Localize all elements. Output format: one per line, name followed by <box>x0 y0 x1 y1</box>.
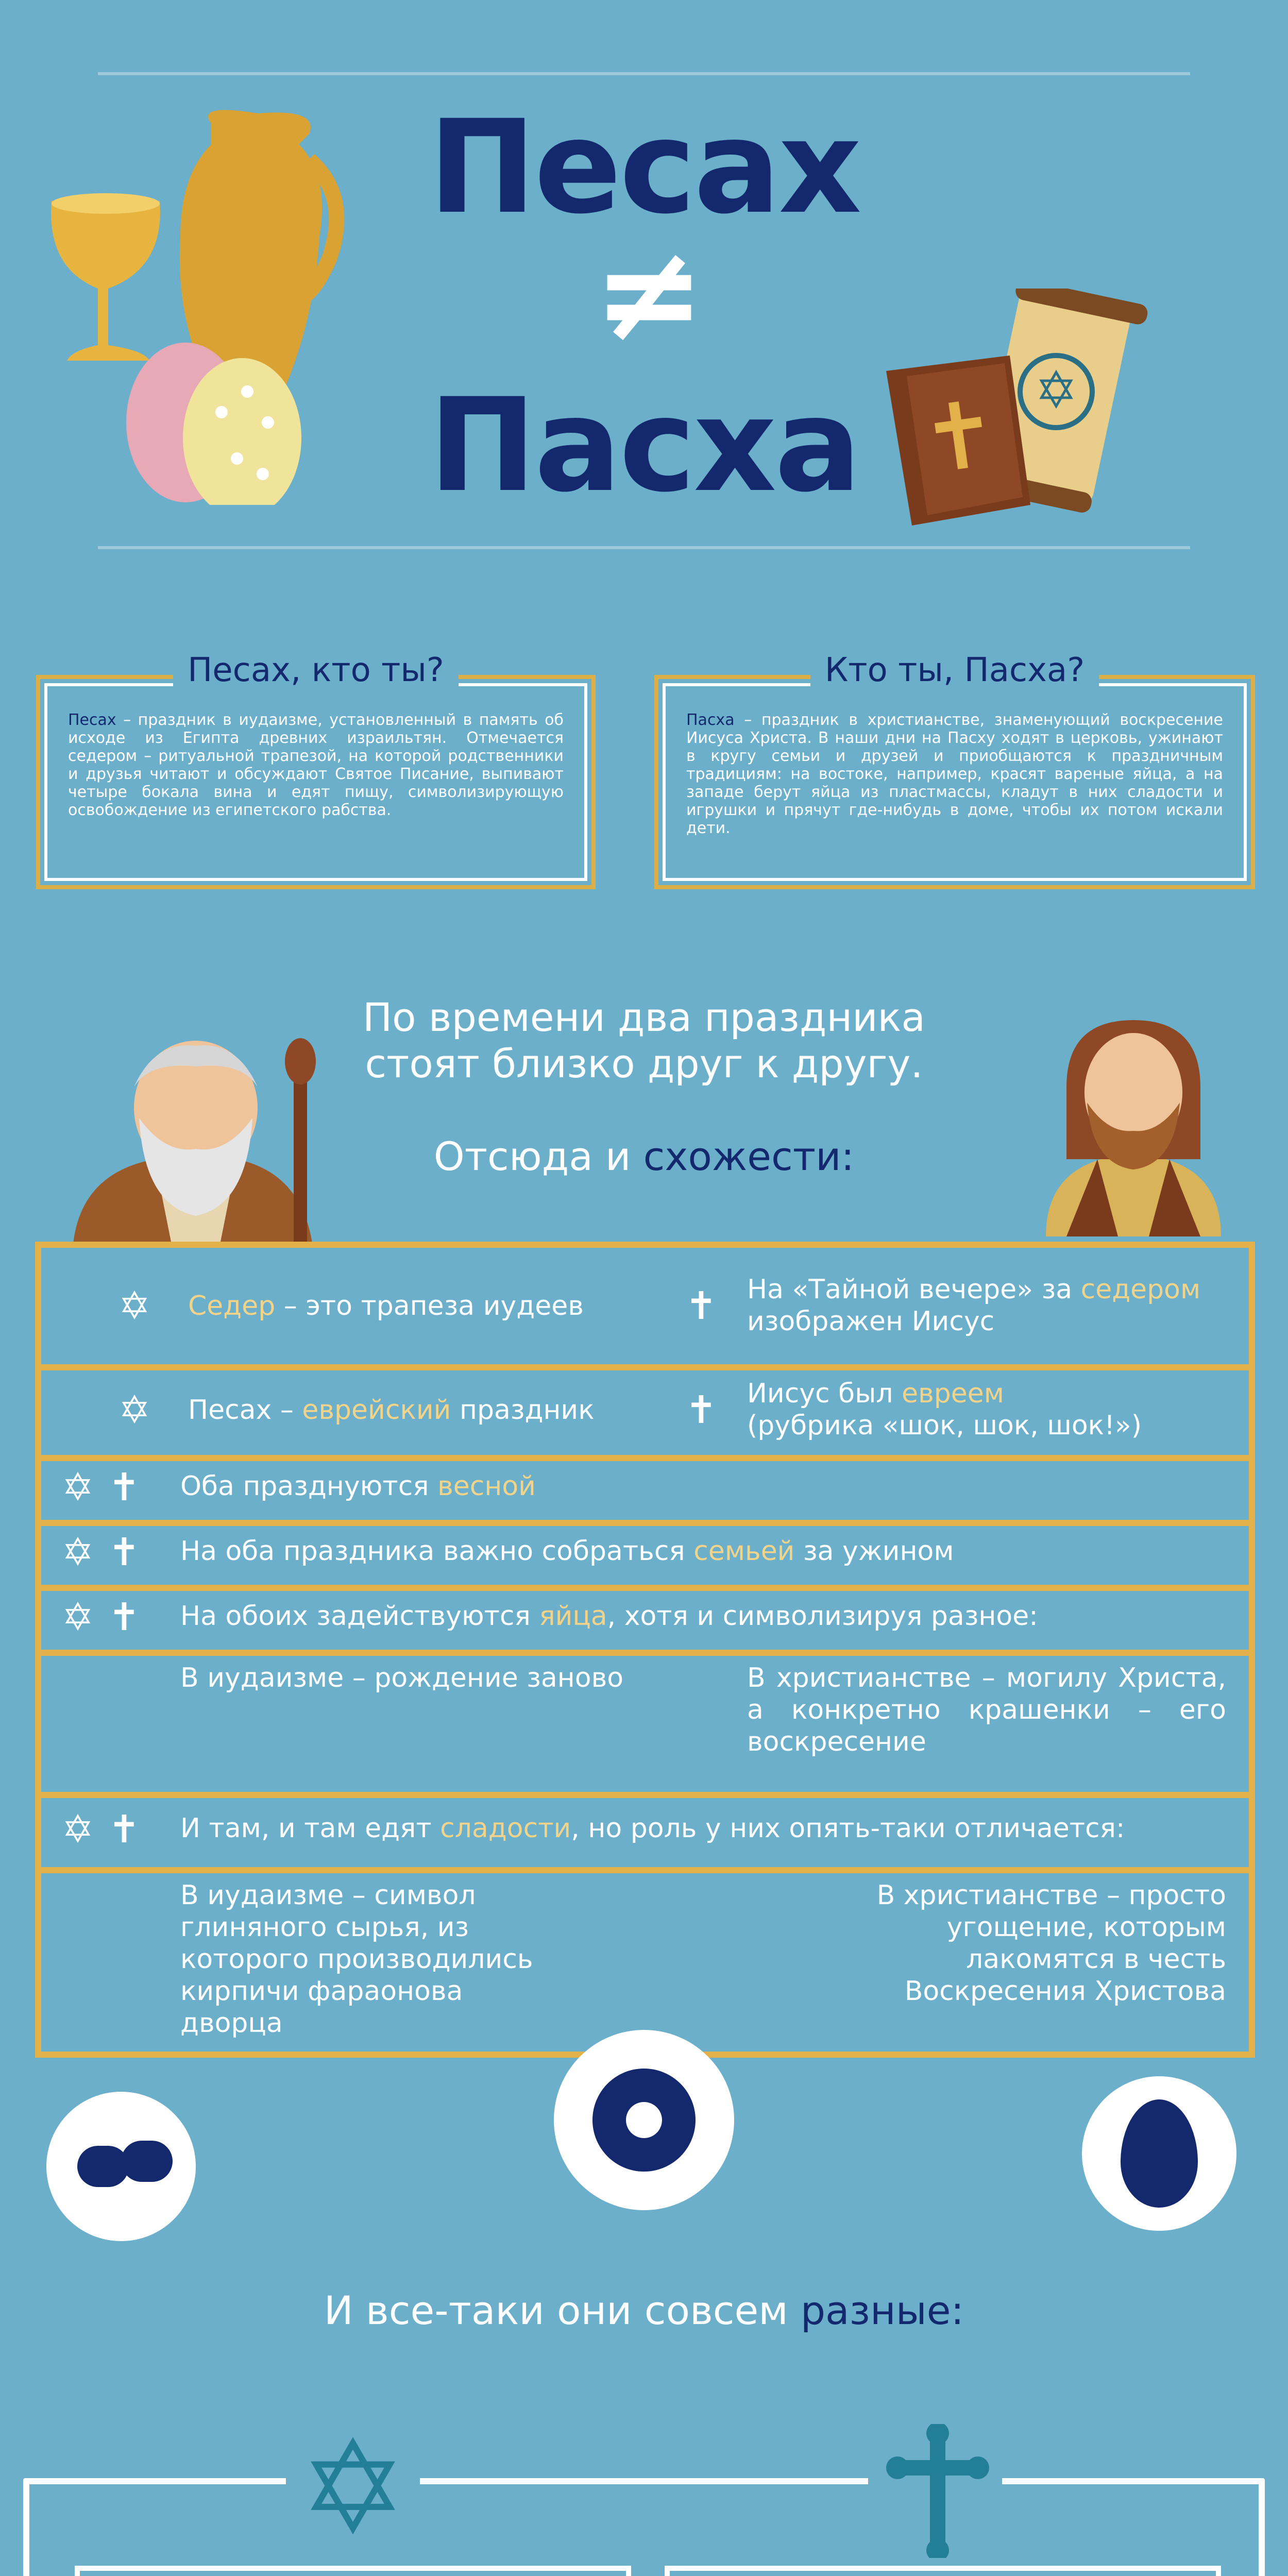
jewish-left-text: Песах – еврейский праздник <box>188 1395 595 1426</box>
title-pesach: Песах <box>428 92 860 242</box>
family-text: На оба праздника важно собраться семьей за ужином <box>180 1536 954 1567</box>
sweets-christianity-text: В христианстве – просто угощение, которым лакомятся в честь Воскресения Христова <box>876 1880 1226 2007</box>
header-top-divider <box>98 72 1190 75</box>
cross-icon: ✝ <box>685 1388 718 1432</box>
easter-egg-icon <box>1082 2076 1236 2231</box>
similarity-row-seder <box>41 1248 1249 1370</box>
similarity-row-jewish <box>41 1364 1249 1461</box>
star-of-david-icon: ✡ <box>62 1465 94 1510</box>
pascha-intro-heading: Кто ты, Пасха? <box>810 651 1099 689</box>
svg-text:✡: ✡ <box>1035 360 1078 420</box>
star-of-david-icon: ✡ <box>62 1595 94 1639</box>
christianity-column <box>665 2566 1221 2576</box>
similarity-row-family <box>41 1520 1249 1591</box>
seder-left-text: Седер – это трапеза иудеев <box>188 1291 584 1321</box>
cross-icon: ✝ <box>108 1595 141 1639</box>
star-of-david-icon: ✡ <box>62 1807 94 1852</box>
pascha-intro-box <box>654 651 1255 889</box>
matzah-icon <box>46 2092 196 2241</box>
header-bottom-divider <box>98 546 1190 549</box>
spring-text: Оба празднуются весной <box>180 1471 536 1502</box>
seder-plate-icon <box>554 2030 734 2210</box>
bible-torah-illustration <box>876 289 1164 546</box>
star-of-david-icon: ✡ <box>62 1530 94 1574</box>
eggs-christianity-text: В христианстве – могилу Христа, а конкретно крашенки – его воскресение <box>747 1663 1226 1757</box>
similarity-row-spring <box>41 1455 1249 1526</box>
pesach-intro-box <box>36 651 596 889</box>
star-of-david-icon: ✡ <box>299 2413 407 2563</box>
similarities-table <box>35 1242 1255 2058</box>
not-equal-symbol: ≠ <box>593 216 705 371</box>
similarity-row-eggs <box>41 1585 1249 1656</box>
pesach-intro-text: Песах – праздник в иудаизме, установленный в память об исходе из Египта древних израильтян. Отмечается седером – ритуальной трапезой, на которой родственники и друзья читают и обсуждают Святое Писание, выпивают четыре бокала вина и едят пищу, символизирующую освобождение из египетского рабства. <box>68 711 564 819</box>
sweets-text: И там, и там едят сладости, но роль у них опять-таки отличается: <box>180 1813 1125 1844</box>
pascha-intro-text: Пасха – праздник в христианстве, знаменующий воскресение Иисуса Христа. В наши дни на Пасху ходят в церковь, ужинают в кругу семьи и друзей и приобщаются к праздничным традициям: на востоке, например, красят вареные яйца, а на западе берут яйца из пластмассы, кладут в них сладости и игрушки и прячут где-нибудь в доме, чтобы их потом искали дети. <box>686 711 1223 837</box>
seder-right-text: На «Тайной вечере» за седером изображен Иисус <box>747 1274 1201 1337</box>
cross-icon: ✝ <box>108 1465 141 1510</box>
similarity-row-eggs-detail <box>41 1650 1249 1798</box>
star-of-david-icon: ✡ <box>118 1284 151 1328</box>
similar-line-2: стоят близко друг к другу. <box>365 1041 923 1087</box>
pesach-intro-heading: Песах, кто ты? <box>173 651 459 689</box>
eggs-text: На обоих задействуются яйца, хотя и символизируя разное: <box>180 1601 1038 1632</box>
eggs-judaism-text: В иудаизме – рождение заново <box>180 1663 624 1693</box>
title-pascha: Пасха <box>428 370 860 520</box>
similarity-row-sweets <box>41 1792 1249 1873</box>
differences-frame <box>23 2478 1265 2576</box>
star-of-david-icon: ✡ <box>118 1388 151 1432</box>
cross-icon: ✝ <box>685 1284 718 1328</box>
cross-icon: ✝ <box>108 1807 141 1852</box>
cross-icon <box>886 2424 989 2558</box>
similar-line-1: По времени два праздника <box>362 994 926 1040</box>
similarities-heading: Отсюда и схожести: <box>433 1133 855 1179</box>
judaism-column <box>75 2566 631 2576</box>
cross-icon: ✝ <box>108 1530 141 1574</box>
jewish-right-text: Иисус был евреем (рубрика «шок, шок, шок!») <box>747 1378 1142 1441</box>
differences-heading: И все-таки они совсем разные: <box>324 2287 964 2333</box>
sweets-judaism-text: В иудаизме – символ глиняного сырья, из которого производились кирпичи фараонова дворца <box>180 1880 533 2039</box>
similarity-row-sweets-detail <box>41 1867 1249 2039</box>
